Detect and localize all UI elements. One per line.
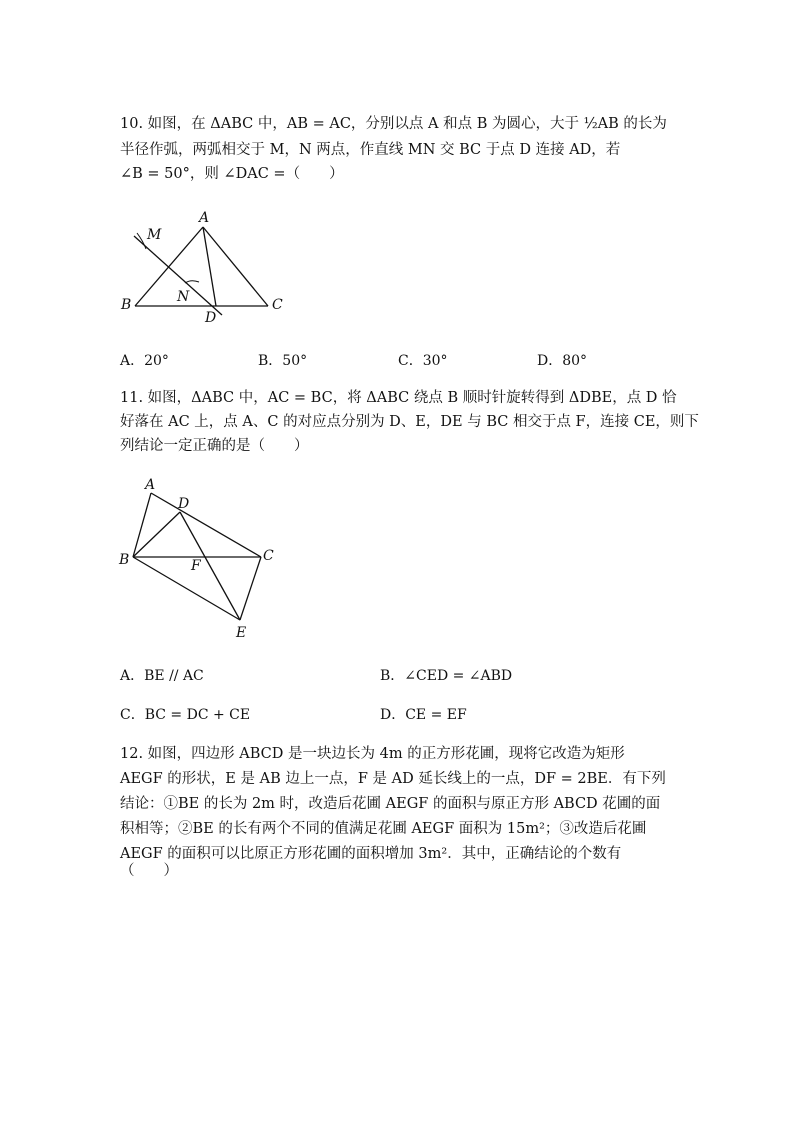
q10-line-1: 10. 如图，在 ΔABC 中，AB = AC，分别以点 A 和点 B 为圆心，大于 ½AB 的长为 [120, 116, 667, 132]
q11-seg-bd [133, 512, 180, 557]
q10-label-b: B [121, 297, 132, 313]
q10-figure [110, 205, 310, 330]
q11-label-d: D [178, 496, 190, 512]
q10-line-2: 半径作弧，两弧相交于 M，N 两点，作直线 MN 交 BC 于点 D 连接 AD，若 [120, 142, 621, 158]
q10-label-n: N [177, 289, 190, 305]
q12-line-4: 积相等；②BE 的长有两个不同的值满足花圃 AEGF 面积为 15m²；③改造后花圃 [120, 821, 647, 837]
q11-label-c: C [263, 548, 274, 564]
q10-option-a[interactable]: A．20° [120, 353, 169, 369]
q11-option-c[interactable]: C．BC = DC + CE [120, 707, 251, 723]
q11-label-a: A [145, 477, 156, 493]
q11-label-f: F [191, 558, 201, 574]
q10-arc-n [185, 281, 199, 283]
q11-option-d[interactable]: D．CE = EF [380, 707, 467, 723]
q11-line-3: 列结论一定正确的是（ ） [120, 438, 309, 454]
q11-label-e: E [236, 625, 247, 641]
q11-line-1: 11. 如图，ΔABC 中，AC = BC，将 ΔABC 绕点 B 顺时针旋转得到 ΔDBE，点 D 恰 [120, 390, 677, 406]
q10-label-m: M [147, 227, 162, 243]
q11-seg-ac [151, 493, 261, 557]
q10-arc-m [137, 233, 146, 249]
q11-seg-de [180, 512, 240, 620]
q11-seg-ce [240, 557, 261, 620]
q11-seg-ab [133, 493, 151, 557]
q12-line-1: 12. 如图，四边形 ABCD 是一块边长为 4m 的正方形花圃，现将它改造为矩形 [120, 746, 625, 762]
q12-line-5: AEGF 的面积可以比原正方形花圃的面积增加 3m²．其中，正确结论的个数有 [120, 846, 622, 862]
q10-option-d[interactable]: D．80° [537, 353, 588, 369]
q10-option-b[interactable]: B．50° [258, 353, 308, 369]
q10-line-3: ∠B = 50°，则 ∠DAC =（ ） [120, 166, 344, 182]
q10-label-d: D [205, 310, 217, 326]
q10-seg-ad [203, 227, 216, 306]
q12-line-3: 结论：①BE 的长为 2m 时，改造后花圃 AEGF 的面积与原正方形 ABCD 花圃的面 [120, 796, 661, 812]
q10-seg-ab [135, 227, 203, 306]
q10-label-a: A [199, 210, 210, 226]
q10-label-c: C [272, 297, 283, 313]
q10-seg-ac [203, 227, 268, 306]
q10-option-c[interactable]: C．30° [398, 353, 448, 369]
q11-label-b: B [119, 552, 130, 568]
q12-line-6: （ ） [120, 863, 178, 879]
q11-option-b[interactable]: B．∠CED = ∠ABD [380, 668, 513, 684]
q11-option-a[interactable]: A．BE // AC [120, 668, 204, 684]
q11-seg-be [133, 557, 240, 620]
q11-line-2: 好落在 AC 上，点 A、C 的对应点分别为 D、E，DE 与 BC 相交于点 F，连接 CE，则下 [120, 414, 699, 430]
q12-line-2: AEGF 的形状，E 是 AB 边上一点，F 是 AD 延长线上的一点，DF = 2BE．有下列 [120, 771, 666, 787]
q11-figure [110, 472, 290, 642]
